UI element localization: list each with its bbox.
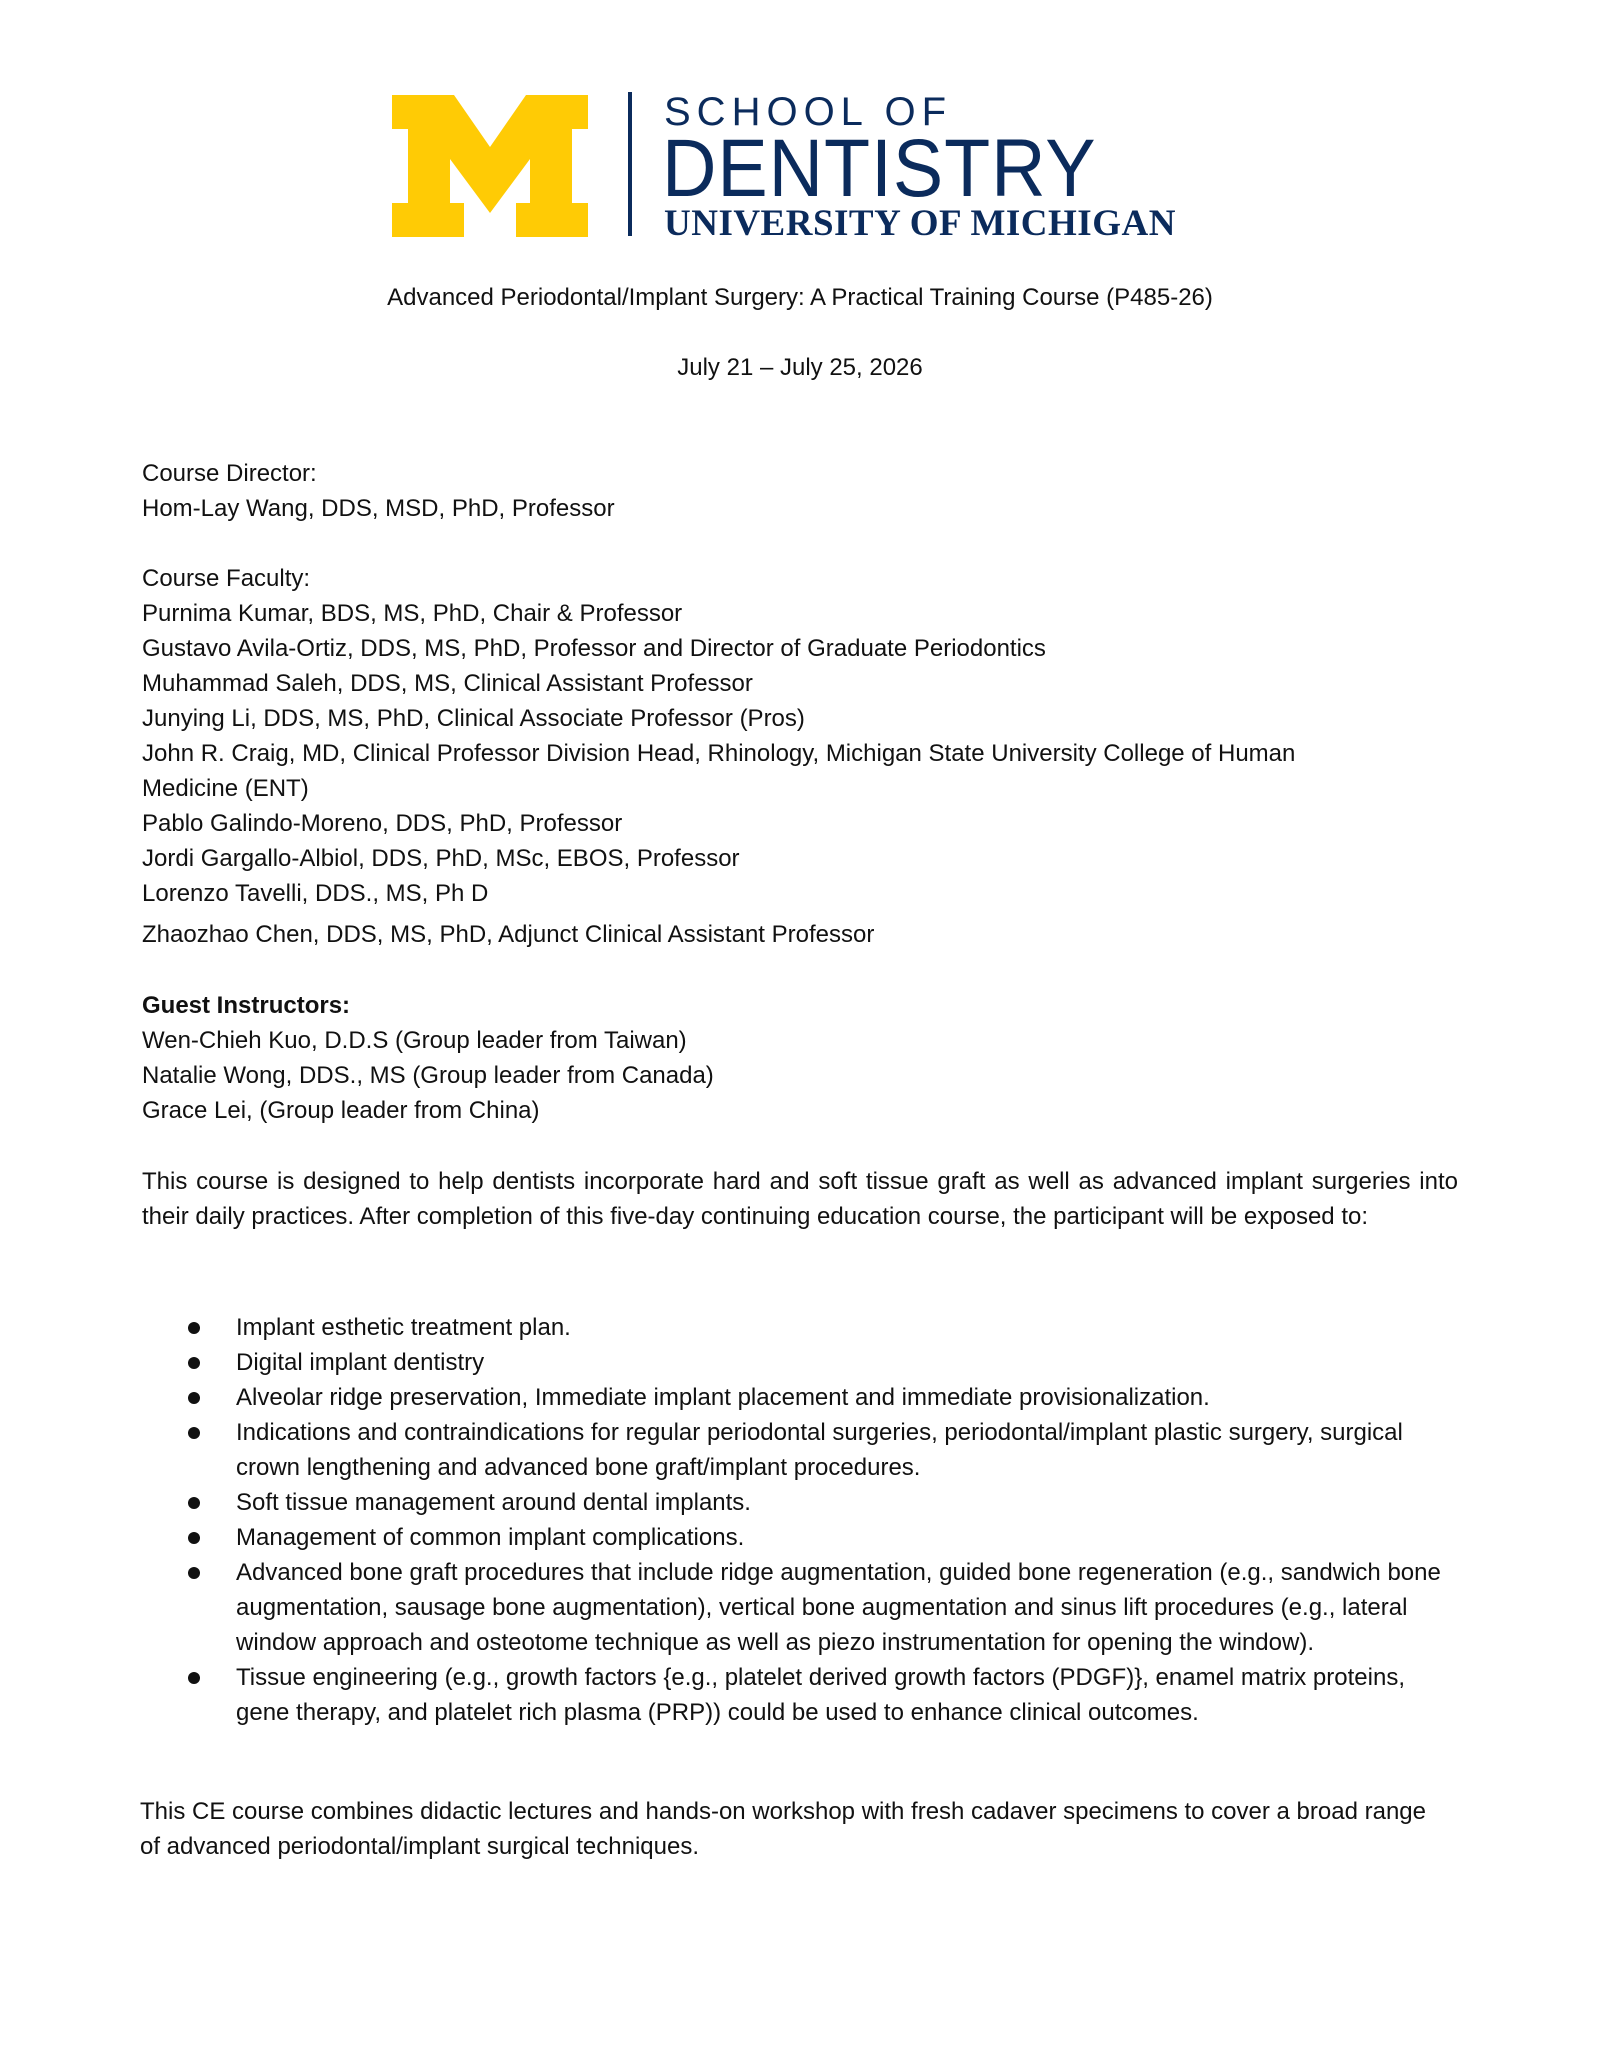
list-item: Management of common implant complications. xyxy=(142,1520,1462,1555)
bullet-icon xyxy=(188,1357,200,1369)
bullet-icon xyxy=(188,1532,200,1544)
list-item: Tissue engineering (e.g., growth factors {e.g., platelet derived growth factors (PDGF)}, enamel matrix proteins, gene therapy, and platelet rich plasma (PRP)) could be used to enhance clinical outcomes. xyxy=(142,1660,1462,1730)
faculty-member: Purnima Kumar, BDS, MS, PhD, Chair & Professor xyxy=(142,600,683,627)
faculty-member: Pablo Galindo-Moreno, DDS, PhD, Professor xyxy=(142,810,623,837)
closing-paragraph: This CE course combines didactic lectures and hands-on workshop with fresh cadaver specimens to cover a broad range of advanced periodontal/implant surgical techniques. xyxy=(140,1798,1426,1860)
logo-divider xyxy=(628,92,632,236)
logo-dentistry: DENTISTRY xyxy=(662,123,1097,214)
topics-list xyxy=(142,1310,1462,1730)
block-m-logo-icon xyxy=(392,95,588,237)
bullet-icon xyxy=(188,1322,200,1334)
faculty-member: Junying Li, DDS, MS, PhD, Clinical Associate Professor (Pros) xyxy=(142,705,805,732)
faculty-member: John R. Craig, MD, Clinical Professor Division Head, Rhinology, Michigan State University College of Human xyxy=(142,740,1296,767)
director-heading: Course Director: xyxy=(142,460,317,487)
guest-member: Grace Lei, (Group leader from China) xyxy=(142,1097,540,1124)
faculty-member-continued: Medicine (ENT) xyxy=(142,775,309,802)
logo-university: UNIVERSITY OF MICHIGAN xyxy=(664,203,1176,244)
bullet-icon xyxy=(188,1497,200,1509)
list-item: Implant esthetic treatment plan. xyxy=(142,1310,1462,1345)
intro-paragraph: This course is designed to help dentists incorporate hard and soft tissue graft as well as advanced implant surgeries into their daily practices. After completion of this five-day continuing education course, the participant will be exposed to: xyxy=(142,1168,1458,1230)
course-title: Advanced Periodontal/Implant Surgery: A Practical Training Course (P485-26) xyxy=(387,284,1213,311)
faculty-member: Jordi Gargallo-Albiol, DDS, PhD, MSc, EBOS, Professor xyxy=(142,845,740,872)
list-item: Soft tissue management around dental implants. xyxy=(142,1485,1462,1520)
guest-member: Natalie Wong, DDS., MS (Group leader from Canada) xyxy=(142,1062,714,1089)
director-name: Hom-Lay Wang, DDS, MSD, PhD, Professor xyxy=(142,495,615,522)
list-item: Advanced bone graft procedures that include ridge augmentation, guided bone regeneration (e.g., sandwich bone augmentation, sausage bone augmentation), vertical bone augmentation and sinus lift procedures (e.g., lateral window approach and osteotome technique as well as piezo instrumentation for opening the window). xyxy=(142,1555,1462,1660)
bullet-icon xyxy=(188,1427,200,1439)
bullet-icon xyxy=(188,1567,200,1579)
list-item: Indications and contraindications for regular periodontal surgeries, periodontal/implant plastic surgery, surgical crown lengthening and advanced bone graft/implant procedures. xyxy=(142,1415,1462,1485)
faculty-member: Gustavo Avila-Ortiz, DDS, MS, PhD, Professor and Director of Graduate Periodontics xyxy=(142,635,1046,662)
list-item: Digital implant dentistry xyxy=(142,1345,1462,1380)
guest-member: Wen-Chieh Kuo, D.D.S (Group leader from Taiwan) xyxy=(142,1027,687,1054)
logo-school-of: SCHOOL OF xyxy=(664,90,953,134)
list-item: Alveolar ridge preservation, Immediate implant placement and immediate provisionalization. xyxy=(142,1380,1462,1415)
faculty-member: Muhammad Saleh, DDS, MS, Clinical Assistant Professor xyxy=(142,670,753,697)
faculty-member: Lorenzo Tavelli, DDS., MS, Ph D xyxy=(142,880,489,907)
faculty-heading: Course Faculty: xyxy=(142,565,311,592)
guests-heading: Guest Instructors: xyxy=(142,992,351,1019)
faculty-member: Zhaozhao Chen, DDS, MS, PhD, Adjunct Clinical Assistant Professor xyxy=(142,921,875,948)
school-logo xyxy=(392,92,1232,242)
bullet-icon xyxy=(188,1392,200,1404)
course-dates: July 21 – July 25, 2026 xyxy=(677,354,923,381)
bullet-icon xyxy=(188,1672,200,1684)
